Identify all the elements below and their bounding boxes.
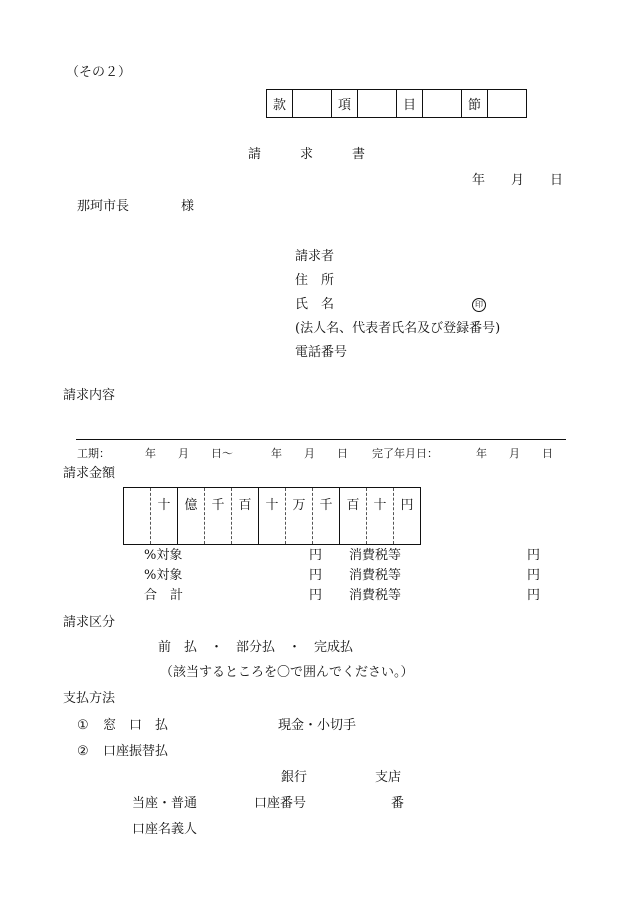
category-note: （該当するところを〇で囲んでください。） [160, 665, 414, 680]
tax-row-label: %対象 [144, 568, 183, 583]
total-row-tax-label: 消費税等 [349, 588, 402, 603]
payment-opt2-number: ② [77, 744, 89, 759]
content-line [76, 439, 566, 440]
payment-label: 支払方法 [63, 691, 116, 706]
completion-date: 年 月 日 [476, 447, 553, 460]
budget-kou-label: 項 [332, 90, 358, 118]
account-number-suffix: 番 [391, 796, 405, 811]
claimant-name-label: 氏 名 [295, 297, 335, 312]
completion-label: 完了年月日： [372, 447, 438, 460]
amount-cell: 円 [394, 488, 421, 545]
budget-kou-box [358, 90, 397, 118]
period-start: 年 月 日～ [145, 447, 233, 460]
tax-row-tax-yen: 円 [527, 548, 541, 563]
amount-cell: 十 [367, 488, 394, 545]
amount-cell: 十 [151, 488, 178, 545]
amount-cell: 千 [313, 488, 340, 545]
payment-opt2: 口座振替払 [103, 744, 169, 759]
account-type: 当座・普通 [132, 796, 198, 811]
tax-row-tax-label: 消費税等 [349, 548, 402, 563]
tax-row-label: %対象 [144, 548, 183, 563]
total-row-yen: 円 [309, 588, 323, 603]
document-title: 請 求 書 [248, 147, 366, 162]
account-holder-label: 口座名義人 [132, 822, 198, 837]
budget-setsu-label: 節 [462, 90, 488, 118]
payment-opt1-detail: 現金・小切手 [278, 718, 357, 733]
amount-cell: 十 [259, 488, 286, 545]
tax-row-yen: 円 [309, 548, 323, 563]
claimant-phone-label: 電話番号 [295, 345, 348, 360]
issue-date: 年 月 日 [472, 173, 564, 188]
bank-label: 銀行 [281, 770, 308, 785]
budget-moku-label: 目 [397, 90, 423, 118]
category-label: 請求区分 [63, 615, 116, 630]
budget-moku-box [423, 90, 462, 118]
amount-table [123, 487, 421, 545]
amount-cell: 百 [232, 488, 259, 545]
claimant-address-label: 住 所 [295, 273, 335, 288]
tax-row-tax-label: 消費税等 [349, 568, 402, 583]
budget-setsu-box [488, 90, 527, 118]
period-end: 年 月 日 [271, 447, 348, 460]
seal-icon: 印 [472, 298, 486, 312]
total-row-label: 合 計 [144, 588, 184, 603]
budget-kan-label: 款 [267, 90, 293, 118]
payment-opt1: 窓 口 払 [103, 718, 169, 733]
claimant-note: (法人名、代表者氏名及び登録番号) [295, 321, 501, 336]
account-number-label: 口座番号 [254, 796, 307, 811]
category-options: 前 払 ・ 部分払 ・ 完成払 [158, 640, 354, 655]
amount-cell: 百 [340, 488, 367, 545]
amount-cell: 万 [286, 488, 313, 545]
payment-opt1-number: ① [77, 718, 89, 733]
total-row-tax-yen: 円 [527, 588, 541, 603]
amount-label: 請求金額 [63, 466, 116, 481]
budget-kan-box [293, 90, 332, 118]
claimant-label: 請求者 [295, 249, 335, 264]
amount-cell: 千 [205, 488, 232, 545]
tax-row-yen: 円 [309, 568, 323, 583]
tax-row-tax-yen: 円 [527, 568, 541, 583]
form-number: （その２） [66, 65, 132, 80]
amount-cell [124, 488, 151, 545]
amount-cell: 億 [178, 488, 205, 545]
content-label: 請求内容 [63, 388, 116, 403]
budget-table [266, 89, 527, 118]
branch-label: 支店 [375, 770, 402, 785]
addressee: 那珂市長 様 [77, 199, 195, 214]
period-label: 工期： [77, 447, 110, 460]
seal-mark [472, 297, 486, 312]
